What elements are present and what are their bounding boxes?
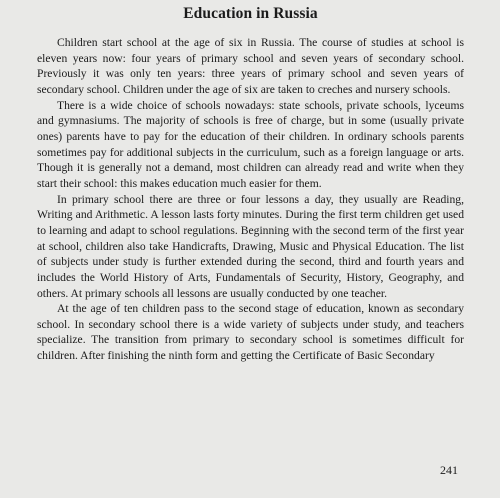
- paragraph-3: In primary school there are three or four lessons a day, they usually are Reading, Writing and Arithmetic. A lesson lasts forty minutes. During the first term children get used to learning and adapt to school regulations. Beginning with the second term of the first year at school, children also take Handicrafts, Drawing, Music and Physical Education. The list of subjects under study is further extended during the second, third and fourth years and includes the World History of Arts, Fundamentals of Security, History, Geography, and others. At primary schools all lessons are usually conducted by one teacher.: [37, 192, 464, 300]
- paragraph-1: Children start school at the age of six in Russia. The course of studies at school is eleven years now: four years of primary school and seven years of secondary school. Previously it was only ten years: three years of primary school and seven years of secondary school. Children under the age of six are taken to creches and nursery schools.: [37, 36, 464, 96]
- paragraph-2: There is a wide choice of schools nowadays: state schools, private schools, lyceums and gymnasiums. The majority of schools is free of charge, but in some (usually private ones) parents have to pay for the education of their children. In ordinary schools parents sometimes pay for additional subjects in the curriculum, such as a foreign language or arts. Though it is generally not a demand, most children can already read and write when they start their school: this makes education much easier for them.: [37, 98, 464, 190]
- page-title: Education in Russia: [183, 5, 318, 22]
- page-number: 241: [440, 463, 458, 477]
- article-body: [37, 35, 464, 364]
- paragraph-4: At the age of ten children pass to the second stage of education, known as secondary school. In secondary school there is a wide variety of subjects under study, and teachers specialize. The transition from primary to secondary school is sometimes difficult for children. After finishing the ninth form and getting the Certificate of Basic Secondary: [37, 302, 464, 363]
